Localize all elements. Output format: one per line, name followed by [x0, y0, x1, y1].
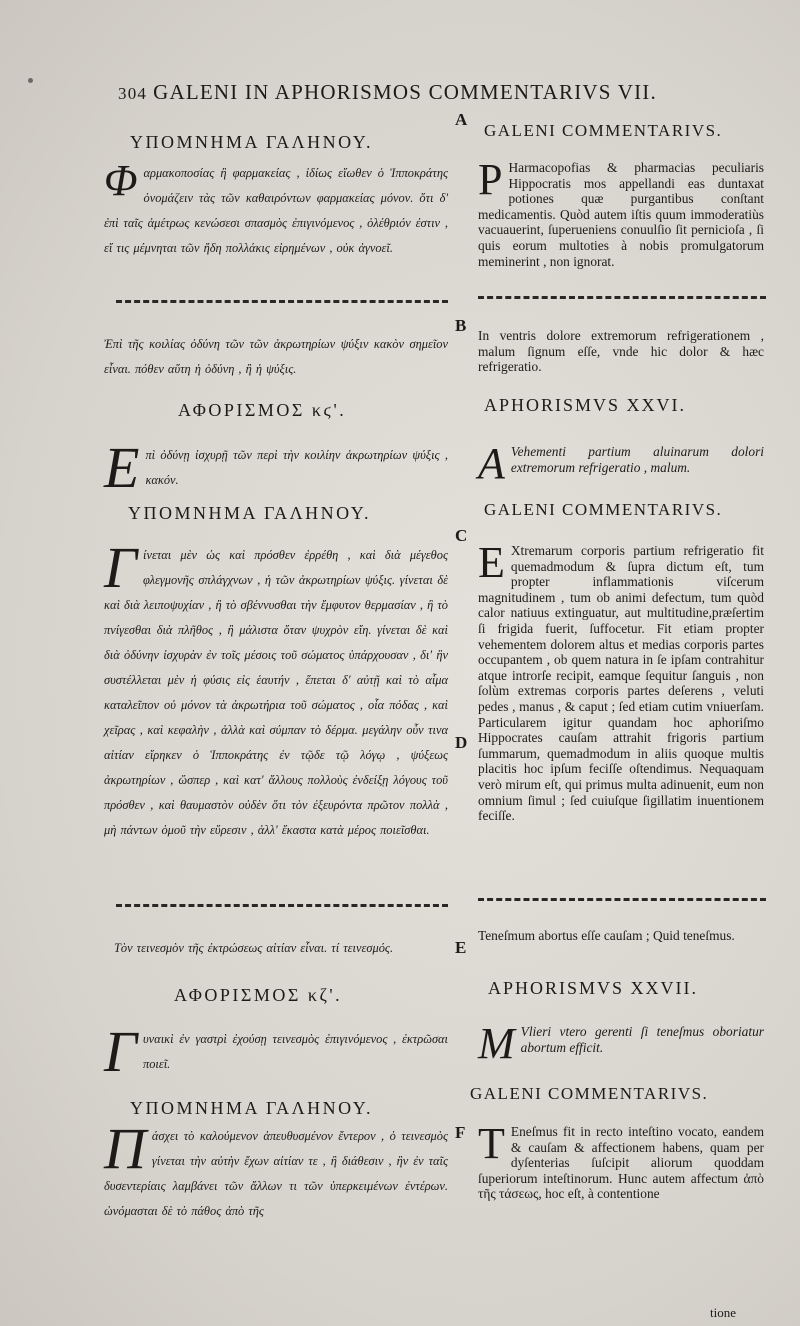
latin-prelude-26: In ventris dolore extremorum refrigerationem , malum ſignum eſſe, vnde hic dolor & hæc refrigeratio. — [478, 328, 764, 375]
greek-aphorism-27 — [104, 1019, 448, 1084]
greek-dropcap-27: Γ — [104, 1019, 137, 1084]
latin-commentary-heading-1: GALENI COMMENTARIVS. — [484, 121, 723, 140]
greek-commentary-2 — [104, 535, 448, 837]
greek-dropcap-26: Ε — [104, 435, 140, 500]
catchword: tione — [710, 1305, 736, 1320]
page-number: 304 — [118, 84, 148, 103]
margin-marker-e: E — [455, 938, 467, 957]
greek-aphorism-27-text: υναικὶ ἐν γαστρὶ ἐχούσῃ τεινεσμὸς ἐπιγινόμενος , ἐκτρῶσαι ποιεῖ. — [143, 1032, 448, 1071]
latin-commentary-1 — [478, 155, 764, 270]
greek-commentary-2-text: ίνεται μὲν ὡς καὶ πρόσθεν ἐρρέθη , καὶ διὰ μέγεθος φλεγμονῆς σπλάγχνων , ἡ τῶν ἀκρωτηρίων ψύξις. γίνεται δὲ καὶ διὰ λειποψυχίαν , ἢ τὸ σβέννυσθαι τὴν ἔμφυτον θερμασίαν , ἢ τὸ πνίγεσθαι διὰ πλῆθος , ἢ μάλιστα ὅταν ψυχρὸν εἴη. γίνεται δὲ καὶ διὰ ὀδύνην ἰσχυρὰν ἐν τοῖς μέσοις τοῦ σώματος ὑπάρχουσαν , δι' ἣν συστέλλεται μὲν ἡ φύσις εἰς ἑαυτήν , ἕπεται δ' αὐτῇ καὶ τὸ αἷμα καταλεῖπον οὐ μόνον τὰ ἀκρωτήρια τοῦ σώματος , οἷα πόδας , καὶ χεῖρας , καὶ κεφαλὴν , ἀλλὰ καὶ σύμπαν τὸ δέρμα. μεγάλην οὖν τινα αἰτίαν εἴρηκεν ὁ Ἱπποκράτης ἐν τῷδε τῷ λόγῳ , ψύξεως ἀκρωτηρίων , ὥσπερ , καὶ κατ' ἄλλους πολλοὺς ἐνδείξῃ λόγους τοῦ πρόσθεν , καὶ θαυμαστὸν οὐδὲν ὅτι τὸν ἐξευρόντα πρῶτον πολλὰ , μὴ πάντων ὁμοῦ τὴν εὕρεσιν , ἀλλ' ἕκαστα κατὰ μέρος ποιεῖσθαι. — [104, 548, 448, 837]
latin-commentary-1-text: Harmacopofias & pharmacias peculiaris Hippocratis mos appellandi eas duntaxat potiones quæ purgantibus conſtant medicamentis. Quòd autem iſtis quum immoderatiùs vacuauerint, ſuperueniens conuulſio ſit pernicioſa , ſi quis eorum multoties à nobis promulgatorum meminerint , non ignorat. — [478, 160, 764, 269]
latin-dropcap-26: A — [478, 439, 505, 488]
latin-commentary-2-text: Xtremarum corporis partium refrigeratio fit quemadmodum & ſupra dictum eſt, tum propter inflammationis viſcerum magnitudinem , tum ob animi defectum, tum quòd calor natiuus extinguatur, aut multitudine,præſertim ſi frigida fuerit, ſuffocetur. Fit etiam propter vehementem dolorem altus et medias corporis partes occupantem , ob quem natura in ſe ipſam contrahitur atque introrſe recipit, eamque ſequitur ſanguis , non ſolùm extremas corporis partes deſerens , veluti pedes , manus , & caput ; ſed etiam cutim vniuerſam. Particularem igitur quandam hoc aphoriſmo Hippocrates cauſam attrahit frigoris partium ſummarum, quemadmodum in aliis quoque multis placitis hoc ipſum feciſſe oſtendimus. Nequaquam verò mirum eſt, qui primus multa adinuenit, eum non omnium ſimul ; ſed cuiuſque ſigillatim inuentionem feciſſe. — [478, 543, 764, 824]
margin-marker-c: C — [455, 526, 468, 545]
latin-commentary-2 — [478, 538, 764, 877]
greek-dropcap-2: Γ — [104, 535, 137, 600]
running-title: GALENI IN APHORISMOS COMMENTARIVS VII. — [153, 80, 657, 104]
latin-commentary-heading-2: GALENI COMMENTARIVS. — [484, 500, 723, 519]
latin-prelude-27: Teneſmum abortus eſſe cauſam ; Quid teneſmus. — [478, 928, 735, 943]
latin-dropcap-1: P — [478, 155, 503, 204]
greek-aphorism-heading-27: ΑΦΟΡΙΣΜΟΣ κζ'. — [174, 985, 343, 1005]
margin-marker-a: A — [455, 110, 468, 129]
latin-divider-1 — [478, 296, 766, 299]
greek-dropcap-1: Φ — [104, 156, 138, 205]
greek-commentary-1-text: αρμακοποσίας ἢ φαρμακείας , ἰδίως εἴωθεν ὁ Ἱπποκράτης ὀνομάζειν τὰς τῶν καθαιρόντων φαρμακείας μόνον. ὅτι δ' ἐπὶ ταῖς ἀμέτρως κενώσεσι σπασμὸς ἐπιγινόμενος , ὀλέθριόν ἐστιν , εἴ τις μέμνηται τῶν ἤδη πολλάκις εἰρημένων , οὐκ ἀγνοεῖ. — [104, 166, 448, 255]
margin-marker-b: B — [455, 316, 467, 335]
greek-aphorism-heading-26: ΑΦΟΡΙΣΜΟΣ κϛ'. — [178, 400, 347, 420]
greek-commentary-1 — [104, 156, 448, 273]
greek-aphorism-26 — [104, 435, 448, 500]
greek-commentary-3-text: άσχει τὸ καλούμενον ἀπευθυσμένον ἔντερον , ὁ τεινεσμὸς γίνεται τὴν αὐτὴν ἔχων αἰτίαν τε , ἢ διάθεσιν , ἣν ἐν ταῖς δυσεντερίαις λαμβάνει τῶν ἄλλων τι τῶν ὑπερκειμένων ἐντέρων. ὠνόμασται δὲ τὸ πάθος ἀπὸ τῆς — [104, 1129, 448, 1218]
latin-aphorism-26 — [478, 439, 764, 488]
running-head — [118, 80, 738, 105]
latin-aphorism-heading-27: APHORISMVS XXVII. — [488, 978, 699, 998]
margin-marker-f: F — [455, 1123, 466, 1142]
greek-aphorism-26-text: πὶ ὀδύνῃ ἰσχυρῇ τῶν περὶ τὴν κοιλίην ἀκρωτηρίων ψύξις , κακόν. — [145, 448, 448, 487]
greek-prelude-26: Ἐπὶ τῆς κοιλίας ὀδύνη τῶν τῶν ἀκρωτηρίων ψύξιν κακὸν σημεῖον εἶναι. πόθεν αὕτη ἡ ὀδύνη , ἢ ἡ ψύξις. — [104, 337, 448, 376]
greek-commentary-heading-3: ΥΠΟΜΝΗΜΑ ΓΑΛΗΝΟΥ. — [130, 1098, 374, 1118]
latin-commentary-heading-3: GALENI COMMENTARIVS. — [470, 1084, 709, 1103]
latin-commentary-3-text: Eneſmus fit in recto inteſtino vocato, eandem & cauſam & affectionem habens, quam per dyſenterias ſuſcipit aliorum quoddam ſuperiorum inteſtinorum. Hunc autem affectum ἀπὸ τῆς τάσεως, hoc eſt, à contentione — [478, 1124, 764, 1202]
greek-divider-1 — [116, 300, 448, 303]
greek-commentary-heading-2: ΥΠΟΜΝΗΜΑ ΓΑΛΗΝΟΥ. — [128, 503, 372, 523]
latin-divider-2 — [478, 898, 766, 901]
greek-commentary-heading-1: ΥΠΟΜΝΗΜΑ ΓΑΛΗΝΟΥ. — [130, 132, 374, 152]
greek-dropcap-3: Π — [104, 1116, 146, 1181]
latin-aphorism-27 — [478, 1019, 764, 1068]
greek-commentary-3 — [104, 1116, 448, 1218]
margin-marker-d: D — [455, 733, 468, 752]
latin-dropcap-27: M — [478, 1019, 515, 1068]
greek-divider-2 — [116, 904, 448, 907]
latin-aphorism-27-text: Vlieri vtero gerenti ſi teneſmus oboriatur abortum efficit. — [520, 1024, 764, 1055]
latin-commentary-3 — [478, 1119, 764, 1296]
latin-aphorism-26-text: Vehementi partium aluinarum dolori extremorum refrigeratio , malum. — [510, 444, 764, 475]
paper-speck — [28, 78, 33, 83]
latin-dropcap-3: T — [478, 1119, 505, 1168]
latin-dropcap-2: E — [478, 538, 505, 587]
latin-aphorism-heading-26: APHORISMVS XXVI. — [484, 395, 687, 415]
greek-prelude-27: Τὸν τεινεσμὸν τῆς ἐκτρώσεως αἰτίαν εἶναι. τί τεινεσμός. — [114, 941, 394, 955]
